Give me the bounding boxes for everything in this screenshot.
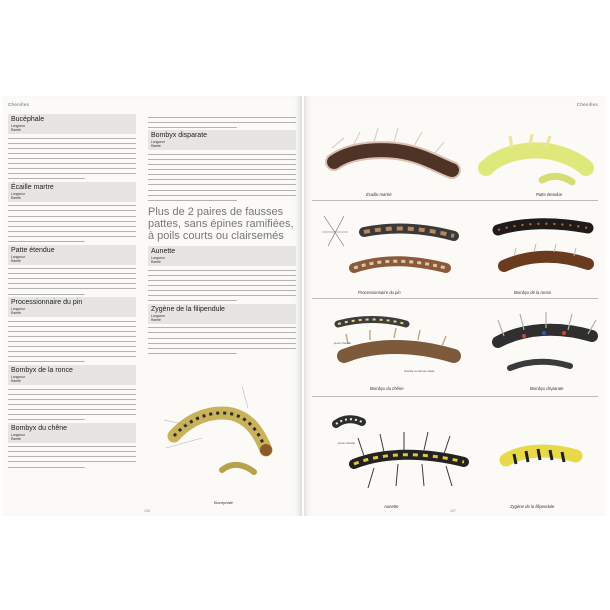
zygene-illustration bbox=[492, 416, 602, 500]
caterpillar-ecaille-martre bbox=[332, 128, 452, 170]
caterpillar-bucephale bbox=[174, 413, 272, 456]
species-title: Écaille martre bbox=[11, 183, 54, 191]
species-box-bombyx-chene bbox=[8, 423, 136, 443]
species-rarity: Rareté bbox=[11, 258, 21, 263]
species-length: Longueur bbox=[151, 140, 165, 145]
section-heading: Plus de 2 paires de fausses pattes, sans épines ramifiées, à poils courts ou clairsemés bbox=[148, 206, 294, 243]
label-young-caterpillar: jeune chenille bbox=[334, 341, 352, 345]
species-title: Bombyx disparate bbox=[151, 132, 208, 140]
pine-branch bbox=[322, 216, 348, 246]
species-text-ecaille-martre bbox=[8, 204, 136, 244]
species-text-bucephale bbox=[8, 136, 136, 181]
running-head-left: Chenilles bbox=[8, 102, 30, 107]
caterpillar-bombyx-chene-young bbox=[338, 320, 406, 325]
caption-aunette: Aunette bbox=[384, 504, 399, 509]
species-text-zygene bbox=[148, 326, 296, 355]
caterpillar-bombyx-disparate bbox=[498, 312, 596, 342]
species-box-ecaille-martre bbox=[8, 182, 136, 202]
caption-bombyx-chene: Bombyx du chêne bbox=[370, 386, 404, 391]
species-rarity: Rareté bbox=[151, 317, 161, 322]
label-young-caterpillar-aunette: jeune chenille bbox=[338, 441, 356, 445]
bucephale-illustration bbox=[162, 378, 282, 498]
species-text-bombyx-chene bbox=[8, 445, 136, 469]
caterpillar-patte-etendue bbox=[486, 134, 586, 168]
ecaille-martre-illustration bbox=[314, 118, 464, 188]
caterpillar-processionnaire-2 bbox=[354, 261, 446, 268]
caption-bombyx-disparate: Bombyx disparate bbox=[530, 386, 564, 391]
species-length: Longueur bbox=[11, 124, 25, 128]
species-rarity: Rareté bbox=[11, 436, 21, 441]
left-column-1 bbox=[8, 114, 136, 470]
species-rarity: Rareté bbox=[11, 311, 21, 316]
left-column-2 bbox=[148, 114, 296, 356]
left-page bbox=[2, 96, 302, 516]
caption-zygene: Zygène de la filipendule bbox=[510, 504, 555, 509]
species-length: Longueur bbox=[11, 432, 25, 437]
caption-ecaille-martre: Écaille martre bbox=[366, 192, 392, 197]
species-title: Zygène de la filipendule bbox=[151, 305, 225, 313]
species-box-processionnaire bbox=[8, 297, 136, 317]
species-title: Bombyx du chêne bbox=[11, 424, 68, 432]
caterpillar-bombyx-disparate-small bbox=[510, 362, 570, 368]
species-text-patte-etendue bbox=[8, 267, 136, 296]
bombyx-ronce-illustration bbox=[484, 208, 602, 286]
species-box-patte-etendue bbox=[8, 245, 136, 265]
aunette-illustration bbox=[314, 402, 484, 502]
patte-etendue-illustration bbox=[472, 118, 602, 190]
species-title: Aunette bbox=[151, 248, 176, 256]
row-divider bbox=[312, 298, 598, 299]
species-rarity: Rareté bbox=[151, 260, 161, 265]
species-box-aunette bbox=[148, 246, 296, 266]
caption-processionnaire: Processionnaire du pin bbox=[358, 290, 401, 295]
caterpillar-bombyx-chene bbox=[344, 328, 454, 356]
processionnaire-illustration bbox=[314, 206, 474, 286]
caption-bombyx-ronce: Bombyx de la ronce bbox=[514, 290, 552, 295]
species-box-bombyx-ronce bbox=[8, 365, 136, 385]
species-box-bombyx-disparate bbox=[148, 130, 296, 150]
species-title: Bombyx de la ronce bbox=[11, 367, 73, 374]
species-length: Longueur bbox=[151, 313, 165, 318]
caterpillar-aunette-young bbox=[336, 419, 362, 424]
row-divider bbox=[312, 200, 598, 201]
caterpillar-bombyx-ronce-2 bbox=[504, 244, 588, 266]
right-page bbox=[304, 96, 606, 516]
caterpillar-aunette bbox=[354, 432, 464, 488]
caterpillar-patte-etendue-small bbox=[542, 176, 572, 182]
species-box-zygene bbox=[148, 304, 296, 324]
running-head-right: Chenilles bbox=[576, 102, 598, 107]
species-title: Bucéphale bbox=[11, 116, 45, 123]
species-box-bucephale bbox=[8, 114, 136, 134]
species-length: Longueur bbox=[11, 307, 25, 312]
species-rarity: Rareté bbox=[11, 195, 21, 200]
species-text-continued bbox=[148, 115, 296, 129]
species-rarity: Rareté bbox=[151, 144, 161, 149]
figure-caption: Bucéphale bbox=[214, 500, 233, 505]
folio-left: 126 bbox=[144, 509, 150, 513]
species-length: Longueur bbox=[151, 256, 165, 261]
caterpillar-bombyx-ronce bbox=[498, 224, 588, 230]
species-title: Patte étendue bbox=[11, 246, 55, 254]
species-text-bombyx-disparate bbox=[148, 152, 296, 202]
species-rarity: Rareté bbox=[11, 379, 21, 383]
species-text-aunette bbox=[148, 268, 296, 303]
caption-patte-etendue: Patte étendue bbox=[536, 192, 563, 197]
folio-right: 127 bbox=[450, 509, 456, 513]
species-text-bombyx-ronce bbox=[8, 387, 136, 422]
label-last-stage: chenille au dernier stade bbox=[404, 369, 435, 373]
species-text-processionnaire bbox=[8, 319, 136, 364]
row-divider bbox=[312, 396, 598, 397]
caterpillar-zygene bbox=[506, 449, 576, 464]
caterpillar-processionnaire bbox=[364, 229, 454, 236]
species-rarity: Rareté bbox=[11, 128, 21, 132]
species-length: Longueur bbox=[11, 375, 25, 379]
species-title: Processionnaire du pin bbox=[11, 299, 83, 307]
species-length: Longueur bbox=[11, 191, 25, 196]
species-length: Longueur bbox=[11, 254, 25, 259]
bombyx-disparate-illustration bbox=[484, 306, 602, 384]
caterpillar-bucephale-small bbox=[222, 465, 254, 472]
